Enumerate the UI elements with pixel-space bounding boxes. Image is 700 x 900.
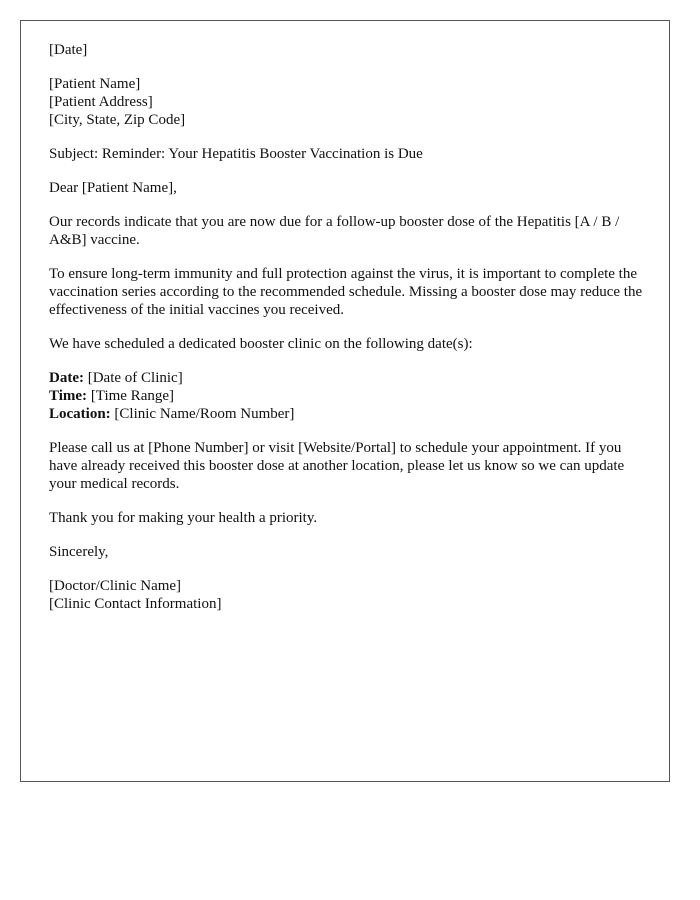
signature-contact: [Clinic Contact Information]	[49, 596, 222, 612]
clinic-date-row	[49, 369, 649, 387]
call-to-action-paragraph: Please call us at [Phone Number] or visit [Website/Portal] to schedule your appointment. If you have already received this booster dose at another location, please let us know so we can update your medical records.	[49, 440, 625, 492]
clinic-date-value: [Date of Clinic]	[83, 370, 183, 386]
clinic-date-label: Date:	[49, 370, 84, 386]
clinic-time-value: [Time Range]	[87, 388, 175, 404]
clinic-location-row	[49, 405, 649, 423]
importance-paragraph: To ensure long-term immunity and full protection against the virus, it is important to complete the vaccination series according to the recommended schedule. Missing a booster dose may reduce the effectiveness of the initial vaccines you received.	[49, 266, 643, 318]
recipient-city-state-zip: [City, State, Zip Code]	[49, 112, 186, 128]
intro-paragraph: Our records indicate that you are now due for a follow-up booster dose of the Hepatitis [A / B / A&B] vaccine.	[49, 214, 620, 248]
signature-name: [Doctor/Clinic Name]	[49, 578, 182, 594]
recipient-address: [Patient Address]	[49, 94, 153, 110]
clinic-intro-paragraph: We have scheduled a dedicated booster clinic on the following date(s):	[49, 336, 473, 352]
clinic-location-label: Location:	[49, 406, 111, 422]
recipient-block	[49, 75, 649, 129]
letter-subject: Subject: Reminder: Your Hepatitis Booster Vaccination is Due	[49, 146, 423, 162]
recipient-name: [Patient Name]	[49, 76, 141, 92]
thanks-paragraph: Thank you for making your health a priority.	[49, 510, 318, 526]
clinic-time-label: Time:	[49, 388, 88, 404]
clinic-time-row	[49, 387, 649, 405]
clinic-details	[49, 369, 649, 423]
letter-page	[20, 20, 670, 782]
letter-date: [Date]	[49, 42, 88, 58]
clinic-location-value: [Clinic Name/Room Number]	[110, 406, 295, 422]
letter-salutation: Dear [Patient Name],	[49, 180, 177, 196]
signature-block	[49, 577, 649, 613]
letter-closing: Sincerely,	[49, 544, 109, 560]
